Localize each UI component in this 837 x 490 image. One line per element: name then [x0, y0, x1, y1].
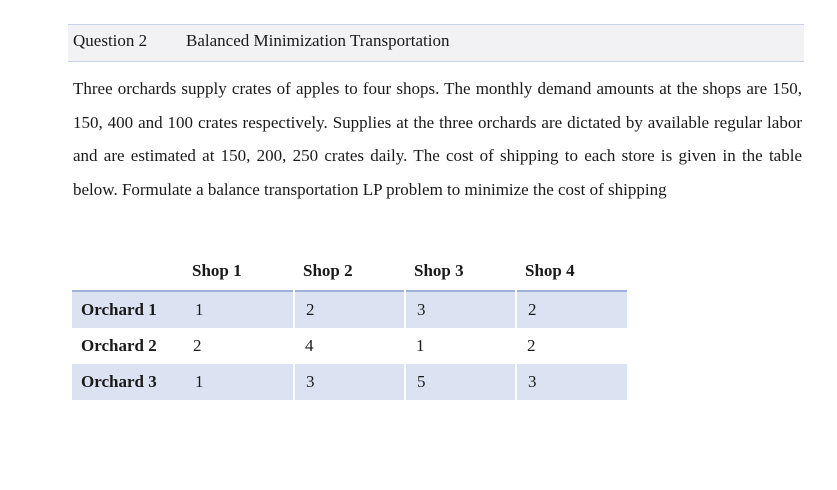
column-header-shop-2: Shop 2 [303, 261, 353, 280]
table-corner-cell [72, 252, 183, 291]
question-header [68, 24, 804, 62]
column-header-shop-4: Shop 4 [525, 261, 575, 280]
table-header-row [72, 252, 627, 291]
row-label-orchard-2: Orchard 2 [81, 336, 157, 355]
row-label-orchard-3: Orchard 3 [72, 364, 183, 400]
cost-cell: 3 [516, 364, 627, 400]
cost-cell: 1 [416, 336, 425, 355]
question-number: Question 2 [73, 31, 148, 50]
cost-cell: 5 [405, 364, 516, 400]
table-row [72, 364, 627, 400]
table-row [72, 291, 627, 328]
table-row [72, 328, 627, 364]
column-header-shop-3: Shop 3 [414, 261, 464, 280]
column-header-shop-1: Shop 1 [192, 261, 242, 280]
cost-cell: 2 [294, 291, 405, 328]
cost-cell: 2 [516, 291, 627, 328]
cost-cell: 3 [294, 364, 405, 400]
cost-cell: 4 [305, 336, 314, 355]
problem-statement: Three orchards supply crates of apples to four shops. The monthly demand amounts at the shops are 150, 150, 400 and 100 crates respectively. Supplies at the three orchards are dictated by available regular labor and are estimated at 150, 200, 250 crates daily. The cost of shipping to each store is given in the table below. Formulate a balance transportation LP problem to minimize the cost of shipping [73, 79, 802, 199]
cost-cell: 1 [183, 291, 294, 328]
row-label-orchard-1: Orchard 1 [72, 291, 183, 328]
cost-cell: 2 [193, 336, 202, 355]
shipping-cost-table [72, 252, 627, 400]
question-title: Balanced Minimization Transportation [186, 31, 450, 50]
cost-cell: 3 [405, 291, 516, 328]
cost-cell: 1 [183, 364, 294, 400]
cost-cell: 2 [527, 336, 536, 355]
